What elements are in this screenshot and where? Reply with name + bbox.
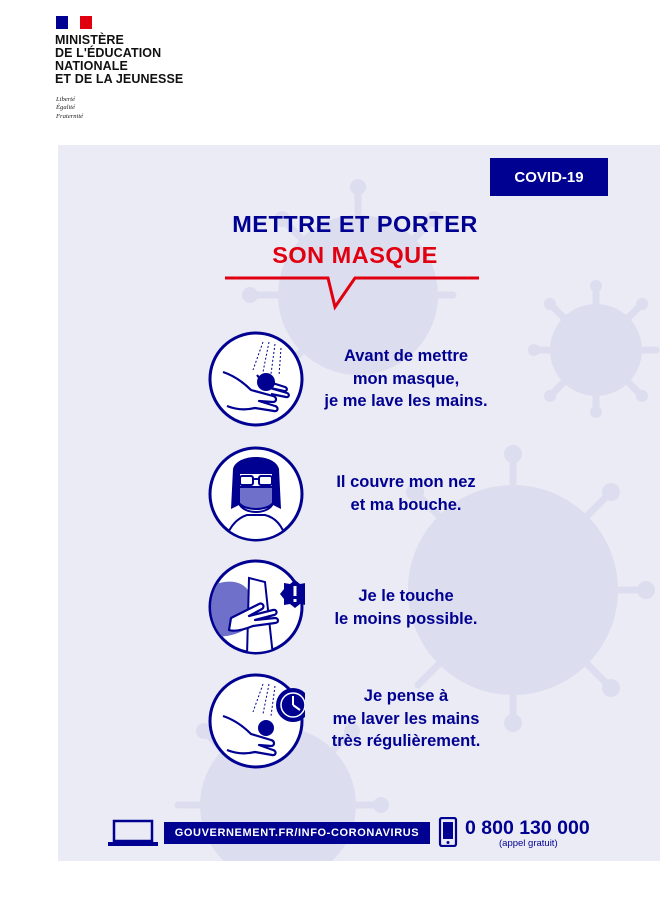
poster-subtitle: SON MASQUE — [272, 242, 438, 268]
step-line: le moins possible. — [334, 609, 478, 628]
step-line: très régulièrement. — [331, 732, 481, 750]
step-line: Je le touche — [358, 587, 454, 605]
step-line: me laver les mains — [332, 709, 480, 728]
phone-icon — [438, 817, 458, 847]
french-flag-icon — [56, 16, 92, 29]
republic-motto — [56, 96, 83, 121]
step-4-text — [306, 685, 506, 753]
laptop-icon — [108, 819, 158, 847]
motto-line: Égalité — [56, 104, 76, 112]
ministry-line: MINISTÈRE — [55, 33, 124, 47]
covid-badge: COVID-19 — [490, 158, 608, 196]
hand-washing-icon — [207, 330, 305, 428]
ministry-line: DE L'ÉDUCATION — [55, 46, 162, 60]
phone-note: (appel gratuit) — [499, 838, 558, 849]
step-3-text — [306, 585, 506, 630]
step-1-text — [306, 345, 506, 413]
step-line: Je pense à — [363, 687, 449, 705]
ministry-name — [55, 34, 255, 86]
hand-washing-clock-icon — [207, 672, 305, 770]
person-with-mask-icon — [207, 445, 305, 543]
step-line: Il couvre mon nez — [336, 473, 476, 491]
step-line: je me lave les mains. — [324, 392, 488, 410]
poster-title: METTRE ET PORTER — [232, 211, 478, 237]
ministry-line: ET DE LA JEUNESSE — [55, 72, 184, 86]
motto-line: Fraternité — [56, 112, 84, 120]
ministry-line: NATIONALE — [55, 59, 128, 73]
speech-bubble-underline — [223, 275, 483, 311]
phone-number[interactable]: 0 800 130 000 — [465, 817, 590, 839]
covid-poster — [58, 145, 660, 861]
hand-touch-warning-icon — [207, 558, 305, 656]
info-url[interactable]: GOUVERNEMENT.FR/INFO-CORONAVIRUS — [164, 822, 430, 844]
step-line: et ma bouche. — [350, 495, 462, 514]
step-line: mon masque, — [352, 369, 460, 388]
step-line: Avant de mettre — [343, 347, 469, 365]
motto-line: Liberté — [56, 96, 76, 103]
step-2-text — [306, 471, 506, 516]
